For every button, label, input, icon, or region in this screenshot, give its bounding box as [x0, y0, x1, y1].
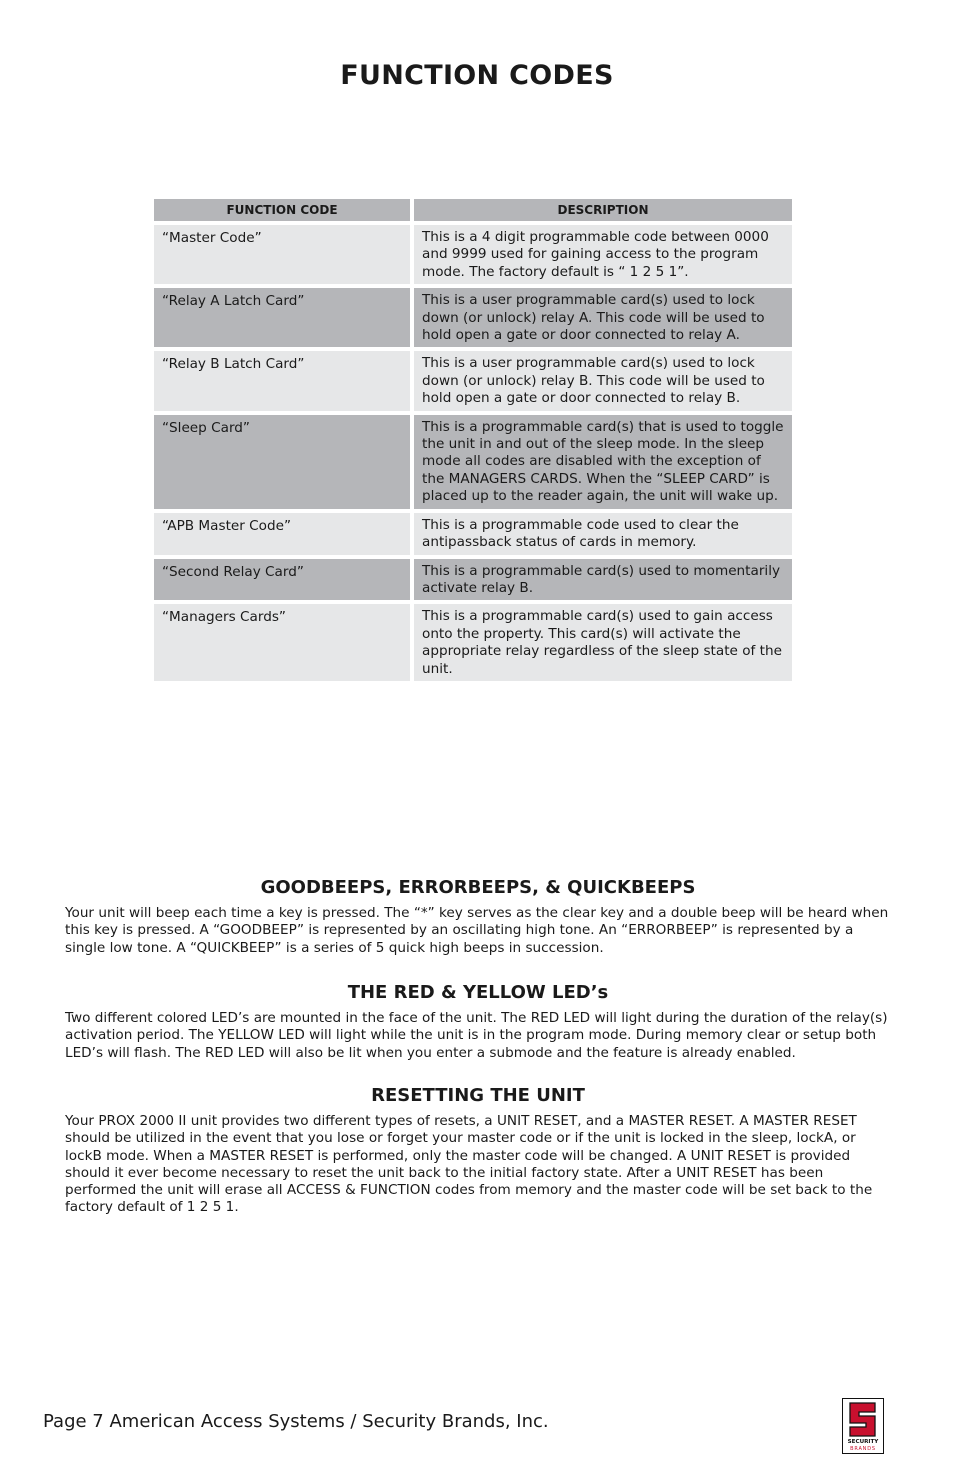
column-header-description: DESCRIPTION	[414, 199, 792, 221]
function-code-cell: “Relay A Latch Card”	[154, 288, 410, 347]
table-row	[154, 415, 792, 509]
leds-paragraph: Two different colored LED’s are mounted in the face of the unit. The RED LED will light during the duration of the relay(s) activation period. The YELLOW LED will light while the unit is in the program mode. During memory clear or setup both LED’s will flash. The RED LED will also be lit when you enter a submode and the feature is already enabled.	[65, 1010, 888, 1061]
table-row	[154, 559, 792, 601]
function-codes-table	[150, 195, 796, 685]
reset-paragraph: Your PROX 2000 II unit provides two different types of resets, a UNIT RESET, and a MASTER RESET. A MASTER RESET should be utilized in the event that you lose or forget your master code or if the unit is locked in the sleep, lockA, or lockB mode. When a MASTER RESET is performed, only the master code will be changed. A UNIT RESET is provided should it ever become necessary to reset the unit back to the initial factory state. After a UNIT RESET has been performed the unit will erase all ACCESS & FUNCTION codes from memory and the master code will be set back to the factory default of 1 2 5 1.	[65, 1113, 873, 1216]
beeps-section	[65, 877, 891, 957]
function-code-cell: “Relay B Latch Card”	[154, 351, 410, 410]
table-row	[154, 225, 792, 284]
security-brands-logo	[842, 1398, 884, 1454]
logo-line-security: SECURITY	[847, 1439, 879, 1445]
description-cell: This is a programmable card(s) used to momentarily activate relay B.	[414, 559, 792, 601]
reset-section	[65, 1085, 891, 1217]
function-code-cell: “Master Code”	[154, 225, 410, 284]
beeps-heading: GOODBEEPS, ERRORBEEPS, & QUICKBEEPS	[260, 877, 696, 898]
description-cell: This is a programmable card(s) that is used to toggle the unit in and out of the sleep mode. In the sleep mode all codes are disabled with the exception of the MANAGERS CARDS. When the “SLEEP CARD” is placed up to the reader again, the unit will wake up.	[414, 415, 792, 509]
beeps-paragraph: Your unit will beep each time a key is pressed. The “*” key serves as the clear key and a double beep will be heard when this key is pressed. A “GOODBEEP” is represented by an oscillating high tone. An “ERRORBEEP” is represented by a single low tone. A “QUICKBEEP” is a series of 5 quick high beeps in succession.	[65, 905, 889, 956]
description-cell: This is a 4 digit programmable code between 0000 and 9999 used for gaining access to the program mode. The factory default is “ 1 2 5 1”.	[414, 225, 792, 284]
table-row	[154, 351, 792, 410]
leds-heading: THE RED & YELLOW LED’s	[347, 982, 609, 1003]
reset-heading: RESETTING THE UNIT	[371, 1085, 585, 1106]
table-row	[154, 288, 792, 347]
table-body	[154, 225, 792, 681]
description-cell: This is a user programmable card(s) used to lock down (or unlock) relay B. This code will be used to hold open a gate or door connected to relay B.	[414, 351, 792, 410]
function-code-cell: “Second Relay Card”	[154, 559, 410, 601]
page-title: FUNCTION CODES	[340, 60, 614, 91]
function-code-cell: “APB Master Code”	[154, 513, 410, 555]
page-footer: Page 7 American Access Systems / Security Brands, Inc.	[43, 1411, 549, 1432]
function-code-cell: “Managers Cards”	[154, 604, 410, 681]
description-cell: This is a programmable code used to clear the antipassback status of cards in memory.	[414, 513, 792, 555]
table-row	[154, 513, 792, 555]
column-header-function-code: FUNCTION CODE	[154, 199, 410, 221]
function-code-cell: “Sleep Card”	[154, 415, 410, 509]
logo-line-brands: BRANDS	[850, 1446, 876, 1452]
table-header-row	[154, 199, 792, 221]
description-cell: This is a programmable card(s) used to gain access onto the property. This card(s) will activate the appropriate relay regardless of the sleep state of the unit.	[414, 604, 792, 681]
leds-section	[65, 982, 891, 1062]
description-cell: This is a user programmable card(s) used to lock down (or unlock) relay A. This code will be used to hold open a gate or door connected to relay A.	[414, 288, 792, 347]
table-row	[154, 604, 792, 681]
